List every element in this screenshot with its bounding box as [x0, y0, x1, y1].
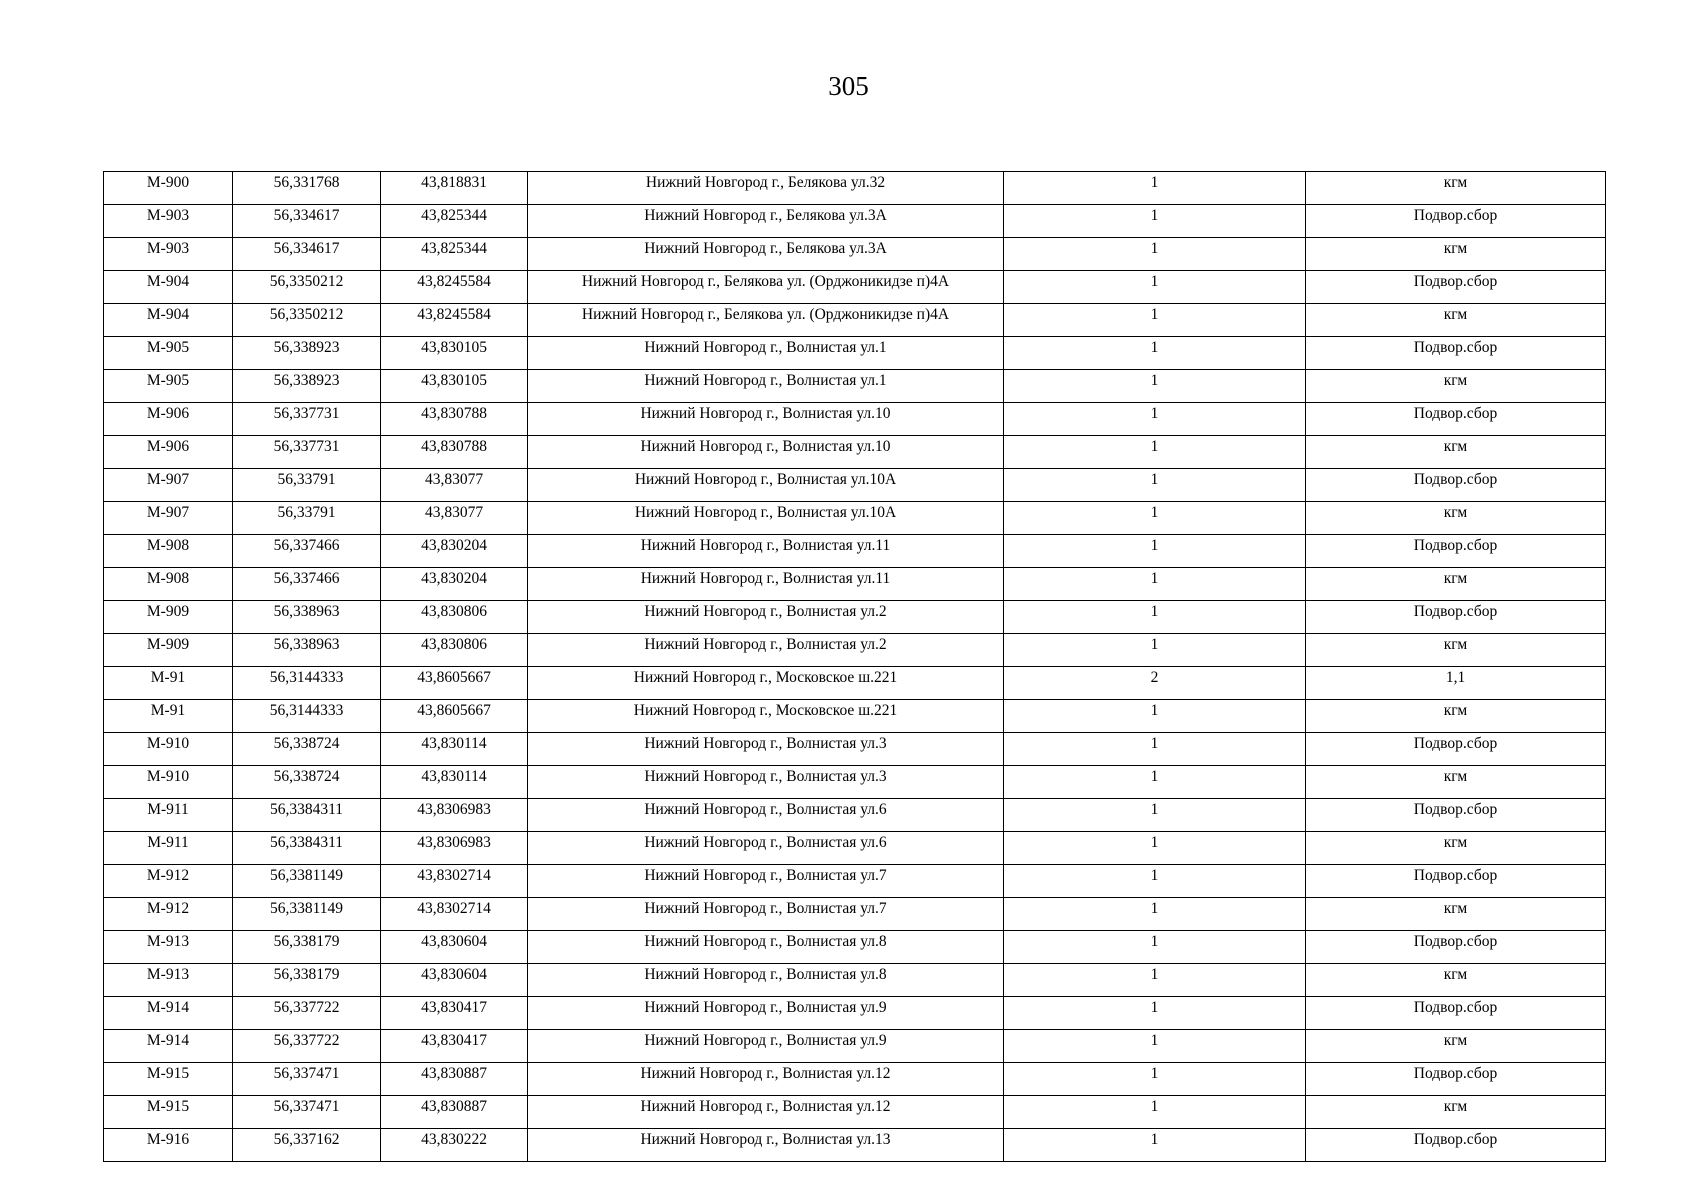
cell-type: Подвор.сбор — [1306, 1063, 1606, 1096]
cell-count: 1 — [1004, 271, 1306, 304]
cell-address: Нижний Новгород г., Московское ш.221 — [528, 700, 1004, 733]
cell-count: 1 — [1004, 205, 1306, 238]
cell-address: Нижний Новгород г., Волнистая ул.3 — [528, 766, 1004, 799]
cell-id: М-909 — [104, 634, 233, 667]
table-row — [104, 1096, 1606, 1129]
cell-latitude: 56,338963 — [233, 634, 381, 667]
cell-latitude: 56,3384311 — [233, 799, 381, 832]
table-row — [104, 964, 1606, 997]
table-row — [104, 469, 1606, 502]
cell-latitude: 56,338963 — [233, 601, 381, 634]
cell-longitude: 43,8302714 — [381, 865, 528, 898]
cell-address: Нижний Новгород г., Волнистая ул.1 — [528, 370, 1004, 403]
cell-address: Нижний Новгород г., Волнистая ул.8 — [528, 964, 1004, 997]
cell-count: 1 — [1004, 1030, 1306, 1063]
table-row — [104, 502, 1606, 535]
cell-longitude: 43,8605667 — [381, 667, 528, 700]
cell-latitude: 56,3350212 — [233, 271, 381, 304]
table-row — [104, 898, 1606, 931]
table-row — [104, 1129, 1606, 1162]
cell-count: 1 — [1004, 601, 1306, 634]
cell-address: Нижний Новгород г., Волнистая ул.8 — [528, 931, 1004, 964]
cell-longitude: 43,830887 — [381, 1096, 528, 1129]
table-row — [104, 700, 1606, 733]
cell-id: М-906 — [104, 403, 233, 436]
cell-type: кгм — [1306, 766, 1606, 799]
cell-id: М-906 — [104, 436, 233, 469]
cell-address: Нижний Новгород г., Белякова ул. (Орджоникидзе п)4А — [528, 304, 1004, 337]
cell-latitude: 56,3381149 — [233, 898, 381, 931]
cell-id: М-91 — [104, 667, 233, 700]
cell-type: кгм — [1306, 238, 1606, 271]
cell-count: 1 — [1004, 766, 1306, 799]
table-row — [104, 271, 1606, 304]
cell-id: М-915 — [104, 1063, 233, 1096]
cell-type: Подвор.сбор — [1306, 733, 1606, 766]
cell-address: Нижний Новгород г., Волнистая ул.11 — [528, 568, 1004, 601]
cell-id: М-911 — [104, 832, 233, 865]
cell-type: кгм — [1306, 304, 1606, 337]
cell-id: М-905 — [104, 337, 233, 370]
cell-address: Нижний Новгород г., Волнистая ул.9 — [528, 1030, 1004, 1063]
cell-id: М-909 — [104, 601, 233, 634]
cell-count: 1 — [1004, 733, 1306, 766]
cell-id: М-913 — [104, 964, 233, 997]
cell-id: М-910 — [104, 733, 233, 766]
cell-longitude: 43,83077 — [381, 469, 528, 502]
table-row — [104, 1063, 1606, 1096]
table-row — [104, 634, 1606, 667]
cell-type: кгм — [1306, 634, 1606, 667]
cell-address: Нижний Новгород г., Волнистая ул.12 — [528, 1096, 1004, 1129]
cell-type: кгм — [1306, 1096, 1606, 1129]
cell-type: Подвор.сбор — [1306, 271, 1606, 304]
cell-address: Нижний Новгород г., Волнистая ул.13 — [528, 1129, 1004, 1162]
cell-latitude: 56,334617 — [233, 205, 381, 238]
table-body — [104, 172, 1606, 1162]
page-number: 305 — [828, 71, 869, 101]
cell-longitude: 43,830105 — [381, 337, 528, 370]
cell-type: Подвор.сбор — [1306, 469, 1606, 502]
cell-id: М-908 — [104, 568, 233, 601]
cell-address: Нижний Новгород г., Волнистая ул.10А — [528, 469, 1004, 502]
cell-type: 1,1 — [1306, 667, 1606, 700]
table-row — [104, 403, 1606, 436]
cell-latitude: 56,337162 — [233, 1129, 381, 1162]
cell-longitude: 43,830788 — [381, 403, 528, 436]
table-row — [104, 1030, 1606, 1063]
cell-longitude: 43,818831 — [381, 172, 528, 205]
cell-latitude: 56,33791 — [233, 502, 381, 535]
table-row — [104, 601, 1606, 634]
cell-address: Нижний Новгород г., Белякова ул.32 — [528, 172, 1004, 205]
cell-type: кгм — [1306, 502, 1606, 535]
cell-longitude: 43,8605667 — [381, 700, 528, 733]
cell-latitude: 56,3144333 — [233, 667, 381, 700]
cell-address: Нижний Новгород г., Волнистая ул.3 — [528, 733, 1004, 766]
cell-id: М-908 — [104, 535, 233, 568]
cell-longitude: 43,83077 — [381, 502, 528, 535]
cell-count: 1 — [1004, 502, 1306, 535]
cell-address: Нижний Новгород г., Волнистая ул.10А — [528, 502, 1004, 535]
cell-latitude: 56,338179 — [233, 964, 381, 997]
cell-count: 1 — [1004, 238, 1306, 271]
cell-address: Нижний Новгород г., Волнистая ул.2 — [528, 634, 1004, 667]
cell-longitude: 43,825344 — [381, 238, 528, 271]
cell-count: 1 — [1004, 931, 1306, 964]
cell-count: 2 — [1004, 667, 1306, 700]
cell-count: 1 — [1004, 304, 1306, 337]
cell-id: М-912 — [104, 865, 233, 898]
cell-address: Нижний Новгород г., Московское ш.221 — [528, 667, 1004, 700]
cell-type: кгм — [1306, 370, 1606, 403]
cell-id: М-915 — [104, 1096, 233, 1129]
cell-address: Нижний Новгород г., Белякова ул.3А — [528, 205, 1004, 238]
cell-address: Нижний Новгород г., Волнистая ул.7 — [528, 865, 1004, 898]
cell-type: кгм — [1306, 700, 1606, 733]
cell-longitude: 43,8302714 — [381, 898, 528, 931]
cell-id: М-907 — [104, 502, 233, 535]
cell-type: Подвор.сбор — [1306, 601, 1606, 634]
cell-count: 1 — [1004, 469, 1306, 502]
cell-longitude: 43,830604 — [381, 964, 528, 997]
table-row — [104, 337, 1606, 370]
cell-longitude: 43,830114 — [381, 733, 528, 766]
cell-longitude: 43,8245584 — [381, 304, 528, 337]
cell-type: кгм — [1306, 1030, 1606, 1063]
cell-type: Подвор.сбор — [1306, 931, 1606, 964]
cell-type: Подвор.сбор — [1306, 535, 1606, 568]
cell-type: кгм — [1306, 832, 1606, 865]
cell-address: Нижний Новгород г., Волнистая ул.12 — [528, 1063, 1004, 1096]
cell-count: 1 — [1004, 370, 1306, 403]
cell-type: Подвор.сбор — [1306, 205, 1606, 238]
cell-latitude: 56,338724 — [233, 766, 381, 799]
cell-type: кгм — [1306, 436, 1606, 469]
cell-count: 1 — [1004, 535, 1306, 568]
cell-type: кгм — [1306, 964, 1606, 997]
cell-type: Подвор.сбор — [1306, 403, 1606, 436]
table-row — [104, 667, 1606, 700]
table-row — [104, 865, 1606, 898]
cell-count: 1 — [1004, 172, 1306, 205]
cell-latitude: 56,33791 — [233, 469, 381, 502]
cell-longitude: 43,8306983 — [381, 799, 528, 832]
cell-count: 1 — [1004, 1063, 1306, 1096]
cell-id: М-900 — [104, 172, 233, 205]
table-row — [104, 997, 1606, 1030]
cell-count: 1 — [1004, 1096, 1306, 1129]
cell-longitude: 43,825344 — [381, 205, 528, 238]
cell-latitude: 56,338724 — [233, 733, 381, 766]
cell-latitude: 56,337731 — [233, 403, 381, 436]
cell-latitude: 56,3144333 — [233, 700, 381, 733]
cell-longitude: 43,830604 — [381, 931, 528, 964]
cell-longitude: 43,830105 — [381, 370, 528, 403]
cell-id: М-904 — [104, 304, 233, 337]
cell-latitude: 56,338923 — [233, 337, 381, 370]
table-row — [104, 832, 1606, 865]
cell-type: Подвор.сбор — [1306, 997, 1606, 1030]
cell-longitude: 43,830806 — [381, 601, 528, 634]
cell-latitude: 56,334617 — [233, 238, 381, 271]
cell-id: М-910 — [104, 766, 233, 799]
table-row — [104, 238, 1606, 271]
cell-id: М-905 — [104, 370, 233, 403]
cell-count: 1 — [1004, 832, 1306, 865]
table-row — [104, 370, 1606, 403]
cell-type: Подвор.сбор — [1306, 1129, 1606, 1162]
cell-id: М-914 — [104, 1030, 233, 1063]
table-row — [104, 766, 1606, 799]
cell-latitude: 56,338923 — [233, 370, 381, 403]
cell-longitude: 43,8306983 — [381, 832, 528, 865]
cell-id: М-903 — [104, 238, 233, 271]
table-row — [104, 733, 1606, 766]
cell-latitude: 56,337466 — [233, 568, 381, 601]
cell-address: Нижний Новгород г., Волнистая ул.6 — [528, 832, 1004, 865]
cell-latitude: 56,337466 — [233, 535, 381, 568]
cell-count: 1 — [1004, 700, 1306, 733]
cell-address: Нижний Новгород г., Волнистая ул.7 — [528, 898, 1004, 931]
table-row — [104, 205, 1606, 238]
cell-longitude: 43,830204 — [381, 535, 528, 568]
cell-longitude: 43,830417 — [381, 1030, 528, 1063]
cell-latitude: 56,3384311 — [233, 832, 381, 865]
cell-latitude: 56,337471 — [233, 1096, 381, 1129]
cell-address: Нижний Новгород г., Белякова ул.3А — [528, 238, 1004, 271]
cell-type: Подвор.сбор — [1306, 337, 1606, 370]
cell-address: Нижний Новгород г., Волнистая ул.6 — [528, 799, 1004, 832]
table-row — [104, 436, 1606, 469]
cell-latitude: 56,337731 — [233, 436, 381, 469]
cell-count: 1 — [1004, 865, 1306, 898]
cell-address: Нижний Новгород г., Белякова ул. (Орджоникидзе п)4А — [528, 271, 1004, 304]
cell-count: 1 — [1004, 634, 1306, 667]
cell-type: Подвор.сбор — [1306, 799, 1606, 832]
cell-count: 1 — [1004, 799, 1306, 832]
cell-longitude: 43,830417 — [381, 997, 528, 1030]
cell-type: кгм — [1306, 568, 1606, 601]
cell-longitude: 43,830222 — [381, 1129, 528, 1162]
table-row — [104, 304, 1606, 337]
cell-count: 1 — [1004, 337, 1306, 370]
cell-type: кгм — [1306, 898, 1606, 931]
cell-id: М-912 — [104, 898, 233, 931]
cell-id: М-913 — [104, 931, 233, 964]
cell-address: Нижний Новгород г., Волнистая ул.10 — [528, 436, 1004, 469]
cell-latitude: 56,3350212 — [233, 304, 381, 337]
cell-longitude: 43,830887 — [381, 1063, 528, 1096]
cell-latitude: 56,337722 — [233, 1030, 381, 1063]
table-row — [104, 535, 1606, 568]
cell-id: М-904 — [104, 271, 233, 304]
cell-latitude: 56,331768 — [233, 172, 381, 205]
cell-address: Нижний Новгород г., Волнистая ул.1 — [528, 337, 1004, 370]
cell-longitude: 43,830114 — [381, 766, 528, 799]
data-table — [103, 171, 1606, 1162]
cell-count: 1 — [1004, 1129, 1306, 1162]
cell-latitude: 56,3381149 — [233, 865, 381, 898]
cell-longitude: 43,830204 — [381, 568, 528, 601]
cell-count: 1 — [1004, 403, 1306, 436]
cell-latitude: 56,338179 — [233, 931, 381, 964]
cell-count: 1 — [1004, 898, 1306, 931]
cell-count: 1 — [1004, 997, 1306, 1030]
cell-id: М-907 — [104, 469, 233, 502]
cell-id: М-914 — [104, 997, 233, 1030]
cell-count: 1 — [1004, 568, 1306, 601]
cell-address: Нижний Новгород г., Волнистая ул.9 — [528, 997, 1004, 1030]
cell-id: М-903 — [104, 205, 233, 238]
cell-id: М-91 — [104, 700, 233, 733]
cell-count: 1 — [1004, 964, 1306, 997]
cell-id: М-916 — [104, 1129, 233, 1162]
table-row — [104, 931, 1606, 964]
cell-longitude: 43,830806 — [381, 634, 528, 667]
cell-latitude: 56,337722 — [233, 997, 381, 1030]
table-row — [104, 172, 1606, 205]
cell-address: Нижний Новгород г., Волнистая ул.11 — [528, 535, 1004, 568]
cell-id: М-911 — [104, 799, 233, 832]
cell-address: Нижний Новгород г., Волнистая ул.10 — [528, 403, 1004, 436]
cell-address: Нижний Новгород г., Волнистая ул.2 — [528, 601, 1004, 634]
cell-type: Подвор.сбор — [1306, 865, 1606, 898]
cell-type: кгм — [1306, 172, 1606, 205]
cell-longitude: 43,8245584 — [381, 271, 528, 304]
cell-longitude: 43,830788 — [381, 436, 528, 469]
table-row — [104, 799, 1606, 832]
cell-latitude: 56,337471 — [233, 1063, 381, 1096]
cell-count: 1 — [1004, 436, 1306, 469]
table-row — [104, 568, 1606, 601]
